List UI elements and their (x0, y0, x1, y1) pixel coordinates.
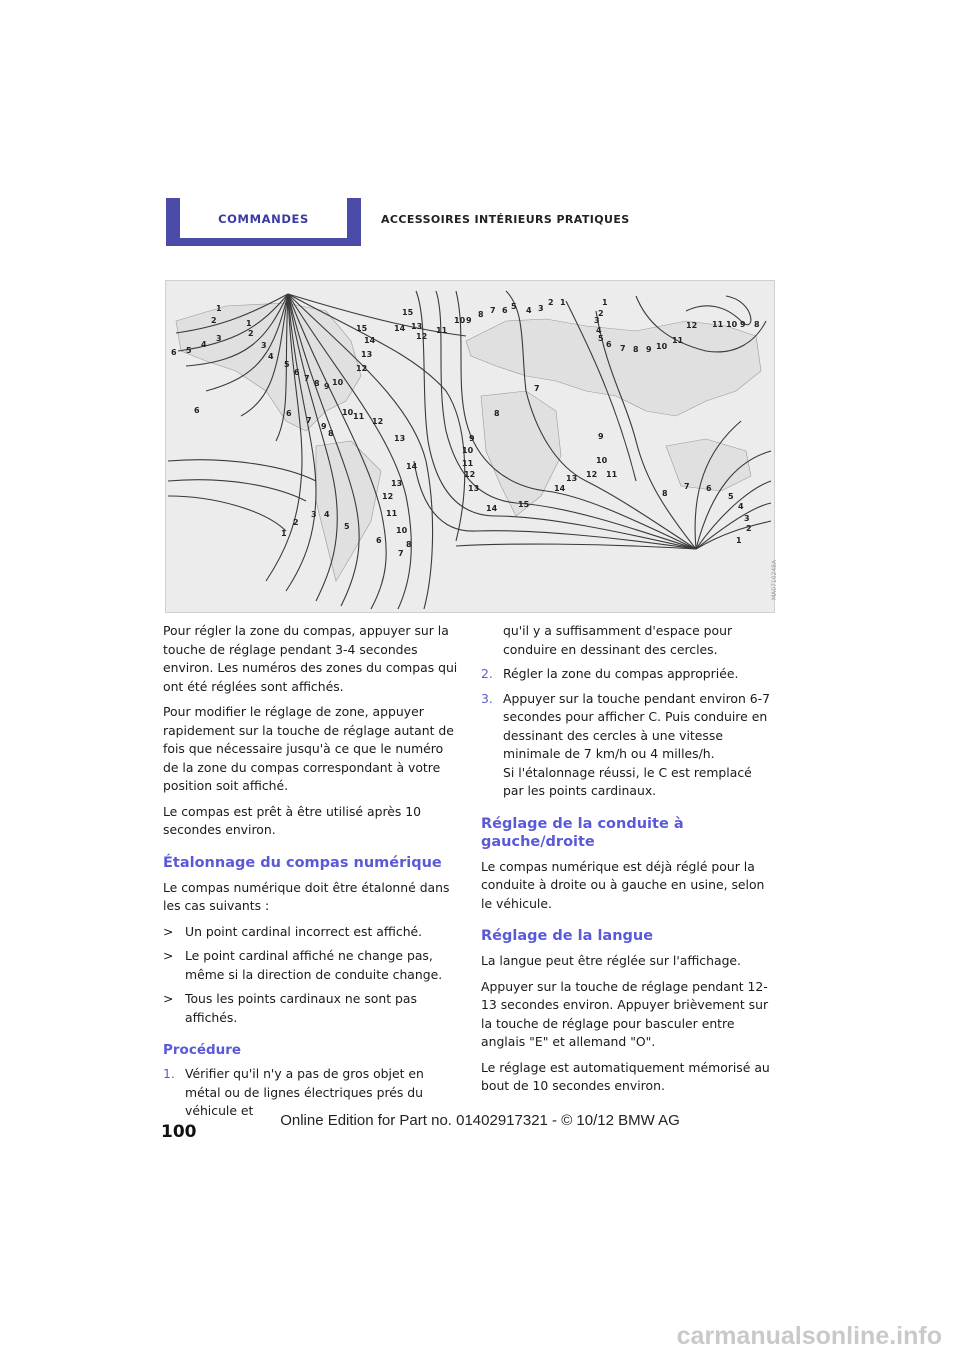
svg-text:11: 11 (436, 326, 448, 335)
svg-text:2: 2 (598, 309, 604, 318)
svg-text:10: 10 (726, 320, 738, 329)
heading-language: Réglage de la langue (481, 928, 654, 944)
svg-text:8: 8 (494, 409, 500, 418)
svg-text:9: 9 (321, 422, 327, 431)
list-item: > Le point cardinal affiché ne change pas, même si la direction de conduite change. (163, 948, 443, 982)
svg-text:5: 5 (284, 360, 290, 369)
bullet-marker: > (163, 948, 174, 963)
svg-text:7: 7 (490, 306, 496, 315)
svg-text:10: 10 (342, 408, 354, 417)
svg-text:4: 4 (738, 502, 744, 511)
svg-text:4: 4 (201, 340, 207, 349)
svg-text:8: 8 (314, 379, 320, 388)
svg-text:11: 11 (386, 509, 398, 518)
page-number: 100 (161, 1122, 197, 1142)
svg-text:14: 14 (406, 462, 418, 471)
svg-text:7: 7 (398, 549, 404, 558)
heading-drive-side: Réglage de la conduite à gauche/droite (481, 815, 684, 850)
svg-text:12: 12 (416, 332, 428, 341)
svg-text:8: 8 (406, 540, 412, 549)
svg-text:1: 1 (736, 536, 742, 545)
svg-text:4: 4 (324, 510, 330, 519)
svg-text:12: 12 (686, 321, 698, 330)
svg-text:1: 1 (602, 298, 608, 307)
svg-text:7: 7 (304, 374, 310, 383)
svg-text:13: 13 (394, 434, 406, 443)
svg-text:8: 8 (328, 429, 334, 438)
svg-text:6: 6 (294, 368, 300, 377)
svg-text:15: 15 (518, 500, 530, 509)
svg-text:5: 5 (598, 334, 604, 343)
bullet-marker: > (163, 923, 174, 939)
svg-text:12: 12 (464, 470, 476, 479)
svg-text:4: 4 (596, 326, 602, 335)
svg-text:11: 11 (462, 459, 474, 468)
paragraph-drive-side: Le compas numérique est déjà réglé pour la conduite à droite ou à gauche en usine, selon le véhicule. (481, 858, 765, 911)
svg-text:1: 1 (560, 298, 566, 307)
svg-text:12: 12 (382, 492, 394, 501)
footer-edition: Online Edition for Part no. 01402917321 - © 10/12 BMW AG (280, 1112, 680, 1129)
paragraph-zone-change: Pour modifier le réglage de zone, appuyer rapidement sur la touche de réglage autant de fois que nécessaire jusqu'à ce que le numéro de la zone du compas correspondant à votre position soit affiché. (163, 704, 454, 793)
svg-text:3: 3 (594, 316, 600, 325)
step-3: 3. Appuyer sur la touche pendant environ 6-7 secondes pour afficher C. Puis conduire en dessinant des cercles à une vitesse minimale de 7 km/h ou 4 milles/h. Si l'étalonnage réussi, le C est remplacé par les points cardinaux. (481, 690, 771, 798)
svg-text:14: 14 (486, 504, 498, 513)
svg-text:13: 13 (566, 474, 578, 483)
svg-text:11: 11 (353, 412, 365, 421)
svg-text:6: 6 (502, 306, 508, 315)
svg-text:7: 7 (684, 482, 690, 491)
step-1: 1. Vérifier qu'il n'y a pas de gros objet en métal ou de lignes électriques prés du véhicule et (163, 1066, 424, 1118)
svg-text:10: 10 (332, 378, 344, 387)
svg-text:10: 10 (462, 446, 474, 455)
svg-text:11: 11 (606, 470, 618, 479)
step-3-note: Si l'étalonnage réussi, le C est remplacé par les points cardinaux. (503, 764, 752, 798)
svg-text:2: 2 (248, 329, 254, 338)
svg-text:3: 3 (744, 514, 750, 523)
figure-code: MA0710248A (771, 559, 778, 600)
right-column (481, 622, 776, 1103)
svg-text:6: 6 (376, 536, 382, 545)
svg-text:3: 3 (311, 510, 317, 519)
heading-procedure: Procédure (163, 1042, 242, 1058)
section-tab-label: COMMANDES (218, 212, 309, 226)
svg-text:1: 1 (281, 529, 287, 538)
svg-text:15: 15 (356, 324, 368, 333)
svg-text:3: 3 (538, 304, 544, 313)
svg-text:9: 9 (598, 432, 604, 441)
svg-text:9: 9 (740, 320, 746, 329)
paragraph-language-3: Le réglage est automatiquement mémorisé au bout de 10 secondes environ. (481, 1059, 770, 1093)
svg-text:8: 8 (754, 320, 760, 329)
paragraph-language-2: Appuyer sur la touche de réglage pendant 12-13 secondes environ. Appuyer brièvement sur la touche de réglage pour basculer entre anglais "E" et allemand "O". (481, 978, 769, 1049)
svg-text:2: 2 (293, 518, 299, 527)
bullet-marker: > (163, 991, 174, 1006)
svg-text:7: 7 (620, 344, 626, 353)
svg-text:4: 4 (526, 306, 532, 315)
svg-text:10: 10 (596, 456, 608, 465)
svg-text:9: 9 (466, 316, 472, 325)
site-watermark: carmanualsonline.info (676, 1322, 942, 1350)
left-column (163, 622, 460, 1127)
svg-text:5: 5 (186, 346, 192, 355)
svg-text:3: 3 (261, 341, 267, 350)
list-item: > Un point cardinal incorrect est affiché. (163, 923, 460, 942)
heading-calibration: Étalonnage du compas numérique (163, 854, 442, 871)
svg-text:9: 9 (324, 382, 330, 391)
svg-text:2: 2 (211, 316, 217, 325)
svg-text:6: 6 (606, 340, 612, 349)
svg-text:2: 2 (548, 298, 554, 307)
svg-text:11: 11 (712, 320, 724, 329)
svg-text:1: 1 (216, 304, 222, 313)
svg-text:12: 12 (356, 364, 368, 373)
step-1-continuation: qu'il y a suffisamment d'espace pour conduire en dessinant des cercles. (503, 623, 733, 657)
svg-text:14: 14 (394, 324, 406, 333)
svg-text:6: 6 (286, 409, 292, 418)
svg-text:11: 11 (672, 336, 684, 345)
svg-text:12: 12 (372, 417, 384, 426)
svg-text:6: 6 (194, 406, 200, 415)
svg-text:4: 4 (268, 352, 274, 361)
svg-text:7: 7 (534, 384, 540, 393)
compass-zone-map-svg (166, 281, 774, 612)
svg-text:8: 8 (478, 310, 484, 319)
svg-text:10: 10 (656, 342, 668, 351)
svg-text:13: 13 (361, 350, 373, 359)
svg-text:13: 13 (391, 479, 403, 488)
svg-text:8: 8 (633, 345, 639, 354)
svg-text:14: 14 (554, 484, 566, 493)
procedure-steps-right (481, 665, 776, 801)
calibration-cases-list (163, 923, 460, 1028)
svg-text:13: 13 (468, 484, 480, 493)
svg-text:10: 10 (396, 526, 408, 535)
svg-text:6: 6 (706, 484, 712, 493)
step-2: 2. Régler la zone du compas appropriée. (481, 666, 739, 681)
paragraph-calibration-intro: Le compas numérique doit être étalonné dans les cas suivants : (163, 879, 450, 913)
svg-text:2: 2 (746, 524, 752, 533)
svg-text:12: 12 (586, 470, 598, 479)
list-item: > Tous les points cardinaux ne sont pas affichés. (163, 991, 417, 1025)
svg-text:8: 8 (662, 489, 668, 498)
compass-zone-map (165, 280, 775, 613)
svg-text:10: 10 (454, 316, 466, 325)
svg-text:5: 5 (344, 522, 350, 531)
paragraph-language-1: La langue peut être réglée sur l'affichage. (481, 953, 741, 968)
svg-text:13: 13 (411, 322, 423, 331)
svg-text:7: 7 (306, 416, 312, 425)
paragraph-ready: Le compas est prêt à être utilisé après 10 secondes environ. (163, 803, 422, 837)
chapter-title: ACCESSOIRES INTÉRIEURS PRATIQUES (381, 213, 630, 226)
svg-text:14: 14 (364, 336, 376, 345)
svg-text:15: 15 (402, 308, 414, 317)
svg-text:5: 5 (728, 492, 734, 501)
svg-text:5: 5 (511, 302, 517, 311)
svg-text:9: 9 (469, 434, 475, 443)
svg-text:1: 1 (246, 319, 252, 328)
svg-text:3: 3 (216, 334, 222, 343)
svg-text:9: 9 (646, 345, 652, 354)
paragraph-zone-setting: Pour régler la zone du compas, appuyer sur la touche de réglage pendant 3-4 secondes environ. Les numéros des zones du compas qui ont été réglées sont affichés. (163, 623, 458, 694)
svg-text:6: 6 (171, 348, 177, 357)
